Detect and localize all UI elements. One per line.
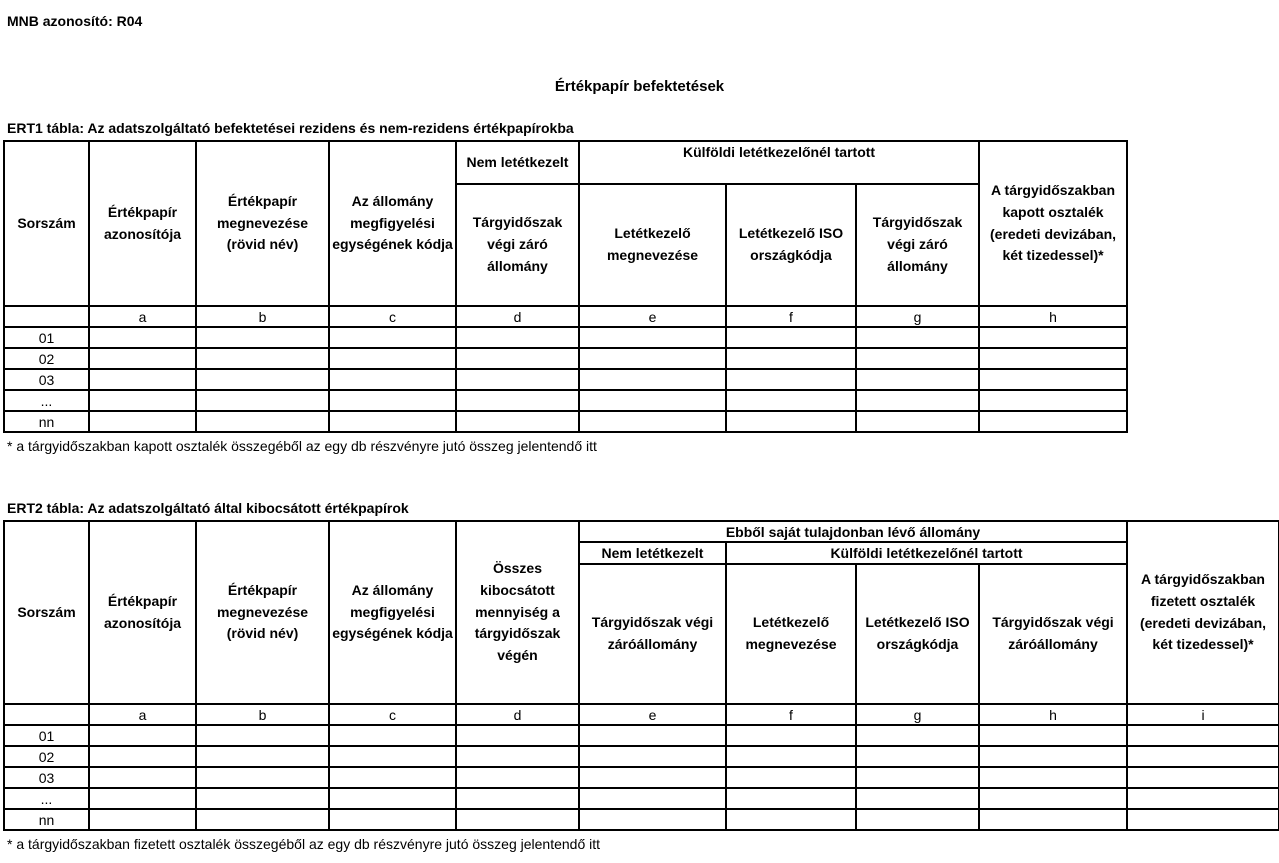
column-letter: g — [856, 704, 979, 725]
letter-cell — [4, 306, 89, 327]
header-zaroallomany-e: Tárgyidőszak végi záróállomány — [579, 564, 726, 704]
data-cell[interactable] — [856, 788, 979, 809]
data-cell[interactable] — [89, 788, 196, 809]
data-cell[interactable] — [196, 327, 329, 348]
row-number: 03 — [4, 369, 89, 390]
data-cell[interactable] — [196, 809, 329, 830]
data-cell[interactable] — [196, 746, 329, 767]
row-number: 01 — [4, 725, 89, 746]
data-cell[interactable] — [456, 348, 579, 369]
data-cell[interactable] — [456, 809, 579, 830]
data-cell[interactable] — [1127, 809, 1279, 830]
header-group-nem-letetkezelt: Nem letétkezelt — [579, 542, 726, 564]
data-cell[interactable] — [456, 788, 579, 809]
data-cell[interactable] — [726, 746, 856, 767]
data-cell[interactable] — [979, 788, 1127, 809]
column-letter: f — [726, 306, 856, 327]
data-cell[interactable] — [329, 746, 456, 767]
data-cell[interactable] — [979, 746, 1127, 767]
header-zaroallomany-h: Tárgyidőszak végi záróállomány — [979, 564, 1127, 704]
column-letter: b — [196, 306, 329, 327]
column-letter: b — [196, 704, 329, 725]
header-azonosito: Értékpapír azonosítója — [89, 141, 196, 306]
data-cell[interactable] — [856, 369, 979, 390]
data-cell[interactable] — [89, 411, 196, 432]
data-cell[interactable] — [1127, 788, 1279, 809]
header-letetkezelo-nev: Letétkezelő megnevezése — [579, 184, 726, 306]
row-number: nn — [4, 411, 89, 432]
data-cell[interactable] — [329, 411, 456, 432]
data-cell[interactable] — [1127, 767, 1279, 788]
header-group-nem-letetkezelt: Nem letétkezelt — [456, 141, 579, 184]
header-group-kulfoldi: Külföldi letétkezelőnél tartott — [579, 141, 979, 184]
header-sorszam: Sorszám — [4, 521, 89, 704]
table1-footnote: * a tárgyidőszakban kapott osztalék összegéből az egy db részvényre jutó összeg jelentendő itt — [7, 438, 597, 454]
header-letetkezelo-iso: Letétkezelő ISO országkódja — [726, 184, 856, 306]
data-cell[interactable] — [89, 767, 196, 788]
header-group-kulfoldi: Külföldi letétkezelőnél tartott — [726, 542, 1127, 564]
data-cell[interactable] — [196, 767, 329, 788]
data-cell[interactable] — [979, 369, 1127, 390]
column-letter: c — [329, 306, 456, 327]
ert2-table — [3, 520, 1279, 831]
column-letter: d — [456, 306, 579, 327]
data-cell[interactable] — [856, 348, 979, 369]
data-cell[interactable] — [856, 746, 979, 767]
data-cell[interactable] — [89, 369, 196, 390]
row-number: ... — [4, 788, 89, 809]
data-cell[interactable] — [979, 348, 1127, 369]
data-cell[interactable] — [456, 767, 579, 788]
data-cell[interactable] — [89, 746, 196, 767]
column-letter: c — [329, 704, 456, 725]
header-megnevezes: Értékpapír megnevezése (rövid név) — [196, 521, 329, 704]
table1-caption: ERT1 tábla: Az adatszolgáltató befektetései rezidens és nem-rezidens értékpapírokba — [7, 120, 574, 136]
data-cell[interactable] — [579, 725, 726, 746]
header-letetkezelo-nev: Letétkezelő megnevezése — [726, 564, 856, 704]
column-letter: f — [726, 704, 856, 725]
data-cell[interactable] — [979, 411, 1127, 432]
column-letter: a — [89, 704, 196, 725]
data-cell[interactable] — [89, 809, 196, 830]
data-cell[interactable] — [456, 369, 579, 390]
header-azonosito: Értékpapír azonosítója — [89, 521, 196, 704]
data-cell[interactable] — [726, 348, 856, 369]
column-letter: e — [579, 306, 726, 327]
data-cell[interactable] — [89, 348, 196, 369]
column-letter: h — [979, 306, 1127, 327]
header-osztalek: A tárgyidőszakban fizetett osztalék (eredeti devizában, két tizedessel)* — [1127, 521, 1279, 704]
data-cell[interactable] — [979, 767, 1127, 788]
data-cell[interactable] — [329, 809, 456, 830]
column-letter: i — [1127, 704, 1279, 725]
header-zaro-allomany-g: Tárgyidőszak végi záró állomány — [856, 184, 979, 306]
column-letter: a — [89, 306, 196, 327]
header-osszes-kibocsatott: Összes kibocsátott mennyiség a tárgyidőszak végén — [456, 521, 579, 704]
data-cell[interactable] — [196, 411, 329, 432]
data-cell[interactable] — [196, 369, 329, 390]
data-cell[interactable] — [579, 390, 726, 411]
data-cell[interactable] — [89, 327, 196, 348]
data-cell[interactable] — [579, 788, 726, 809]
data-cell[interactable] — [456, 327, 579, 348]
data-cell[interactable] — [196, 725, 329, 746]
header-megnevezes: Értékpapír megnevezése (rövid név) — [196, 141, 329, 306]
data-cell[interactable] — [726, 327, 856, 348]
data-cell[interactable] — [579, 809, 726, 830]
column-letter: g — [856, 306, 979, 327]
data-cell[interactable] — [979, 327, 1127, 348]
row-number: 01 — [4, 327, 89, 348]
data-cell[interactable] — [196, 390, 329, 411]
data-cell[interactable] — [979, 725, 1127, 746]
data-cell[interactable] — [329, 348, 456, 369]
column-letter: e — [579, 704, 726, 725]
data-cell[interactable] — [196, 348, 329, 369]
header-zaro-allomany-d: Tárgyidőszak végi záró állomány — [456, 184, 579, 306]
data-cell[interactable] — [726, 767, 856, 788]
data-cell[interactable] — [456, 411, 579, 432]
header-letetkezelo-iso: Letétkezelő ISO országkódja — [856, 564, 979, 704]
column-letter: d — [456, 704, 579, 725]
table2-caption: ERT2 tábla: Az adatszolgáltató által kibocsátott értékpapírok — [7, 500, 409, 516]
ert1-table — [3, 140, 1128, 433]
data-cell[interactable] — [726, 369, 856, 390]
data-cell[interactable] — [579, 327, 726, 348]
mnb-identifier: MNB azonosító: R04 — [7, 13, 143, 29]
table2-footnote: * a tárgyidőszakban fizetett osztalék összegéből az egy db részvényre jutó összeg jelentendő itt — [7, 836, 601, 852]
data-cell[interactable] — [329, 327, 456, 348]
data-cell[interactable] — [726, 725, 856, 746]
data-cell[interactable] — [456, 725, 579, 746]
data-cell[interactable] — [979, 390, 1127, 411]
header-sorszam: Sorszám — [4, 141, 89, 306]
data-cell[interactable] — [979, 809, 1127, 830]
header-egyseg-kod: Az állomány megfigyelési egységének kódja — [329, 141, 456, 306]
header-egyseg-kod: Az állomány megfigyelési egységének kódja — [329, 521, 456, 704]
data-cell[interactable] — [1127, 746, 1279, 767]
data-cell[interactable] — [456, 746, 579, 767]
header-osztalek: A tárgyidőszakban kapott osztalék (eredeti devizában, két tizedessel)* — [979, 141, 1127, 306]
data-cell[interactable] — [579, 411, 726, 432]
data-cell[interactable] — [329, 369, 456, 390]
data-cell[interactable] — [456, 390, 579, 411]
data-cell[interactable] — [856, 390, 979, 411]
row-number: 02 — [4, 348, 89, 369]
data-cell[interactable] — [196, 788, 329, 809]
data-cell[interactable] — [579, 348, 726, 369]
data-cell[interactable] — [726, 390, 856, 411]
row-number: 03 — [4, 767, 89, 788]
data-cell[interactable] — [856, 327, 979, 348]
data-cell[interactable] — [856, 725, 979, 746]
header-group-sajat: Ebből saját tulajdonban lévő állomány — [579, 521, 1127, 542]
row-number: nn — [4, 809, 89, 830]
data-cell[interactable] — [726, 411, 856, 432]
data-cell[interactable] — [726, 788, 856, 809]
data-cell[interactable] — [89, 725, 196, 746]
data-cell[interactable] — [329, 390, 456, 411]
column-letter: h — [979, 704, 1127, 725]
data-cell[interactable] — [856, 809, 979, 830]
data-cell[interactable] — [856, 411, 979, 432]
data-cell[interactable] — [726, 809, 856, 830]
data-cell[interactable] — [329, 725, 456, 746]
page-title: Értékpapír befektetések — [554, 78, 725, 95]
row-number: 02 — [4, 746, 89, 767]
data-cell[interactable] — [89, 390, 196, 411]
data-cell[interactable] — [329, 788, 456, 809]
data-cell[interactable] — [579, 369, 726, 390]
data-cell[interactable] — [329, 767, 456, 788]
data-cell[interactable] — [1127, 725, 1279, 746]
data-cell[interactable] — [856, 767, 979, 788]
data-cell[interactable] — [579, 746, 726, 767]
letter-cell — [4, 704, 89, 725]
row-number: ... — [4, 390, 89, 411]
data-cell[interactable] — [579, 767, 726, 788]
